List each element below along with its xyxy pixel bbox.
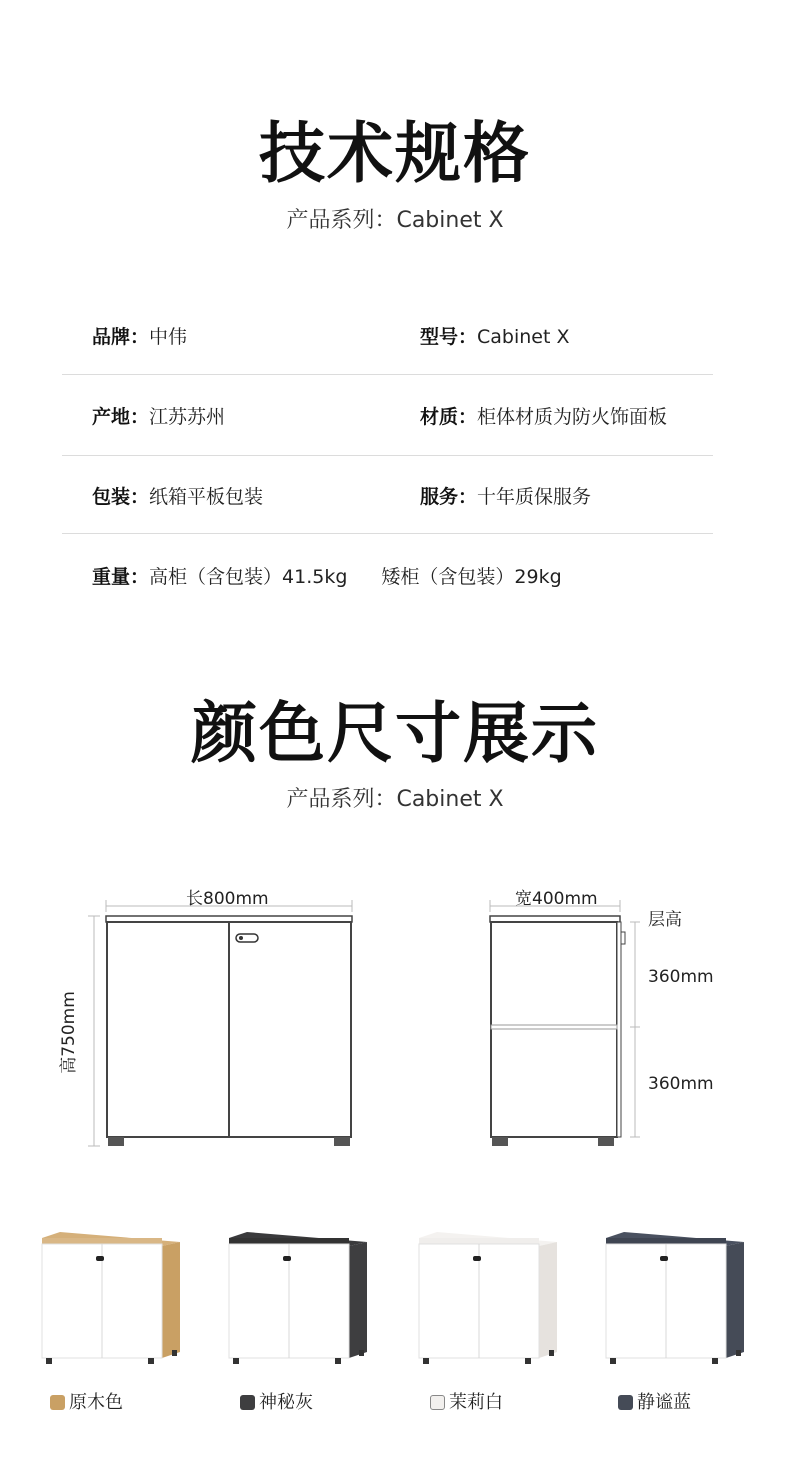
spec-weight	[92, 562, 562, 589]
color-option-white	[430, 1388, 503, 1414]
spec-material-value: 柜体材质为防火饰面板	[477, 406, 668, 428]
color-title: 颜色尺寸展示	[191, 695, 599, 772]
cabinet-grey	[225, 1230, 370, 1370]
side-view-diagram	[480, 880, 640, 1160]
spec-origin-label: 产地：	[92, 406, 150, 428]
spec-packaging-label: 包装：	[92, 486, 150, 508]
spec-material	[420, 402, 667, 429]
color-option-blue	[618, 1388, 691, 1414]
layer1-height: 360mm	[648, 967, 714, 987]
spec-weight-label: 重量：	[92, 566, 150, 588]
spec-weight-tall: 高柜（含包装）41.5kg	[149, 566, 348, 588]
spec-origin	[92, 402, 225, 429]
spec-weight-short: 矮柜（含包装）29kg	[381, 566, 562, 588]
color-name: 茉莉白	[449, 1392, 503, 1413]
height-label: 高750mm	[58, 991, 79, 1074]
spec-packaging	[92, 482, 263, 509]
color-option-grey	[240, 1388, 313, 1414]
spec-divider	[62, 455, 713, 456]
color-name: 神秘灰	[259, 1392, 313, 1413]
color-name: 静谧蓝	[637, 1392, 691, 1413]
spec-packaging-value: 纸箱平板包装	[149, 486, 264, 508]
front-view-drawing	[60, 880, 380, 1160]
swatch-wood	[50, 1395, 65, 1410]
color-name: 原木色	[69, 1392, 123, 1413]
spec-brand-label: 品牌：	[92, 326, 150, 348]
spec-divider	[62, 533, 713, 534]
spec-model-value: Cabinet X	[477, 326, 570, 348]
swatch-white	[430, 1395, 445, 1410]
spec-service-value: 十年质保服务	[477, 486, 592, 508]
color-subtitle: 产品系列：Cabinet X	[286, 787, 504, 812]
cabinet-blue	[602, 1230, 747, 1370]
spec-subtitle: 产品系列：Cabinet X	[286, 208, 504, 233]
spec-model	[420, 322, 570, 349]
cabinet-wood	[38, 1230, 183, 1370]
length-label: 长800mm	[186, 889, 269, 909]
spec-brand	[92, 322, 187, 349]
width-label: 宽400mm	[515, 889, 598, 909]
front-view-diagram	[60, 880, 380, 1160]
side-view-drawing	[480, 880, 640, 1160]
layer-height-label: 层高	[648, 910, 682, 930]
cabinet-white	[415, 1230, 560, 1370]
spec-material-label: 材质：	[420, 406, 478, 428]
spec-model-label: 型号：	[420, 326, 478, 348]
spec-divider	[62, 374, 713, 375]
color-option-wood	[50, 1388, 123, 1414]
spec-service-label: 服务：	[420, 486, 478, 508]
layer2-height: 360mm	[648, 1074, 714, 1094]
spec-origin-value: 江苏苏州	[149, 406, 226, 428]
spec-service	[420, 482, 591, 509]
spec-title: 技术规格	[259, 115, 531, 192]
swatch-grey	[240, 1395, 255, 1410]
swatch-blue	[618, 1395, 633, 1410]
spec-brand-value: 中伟	[149, 326, 188, 348]
